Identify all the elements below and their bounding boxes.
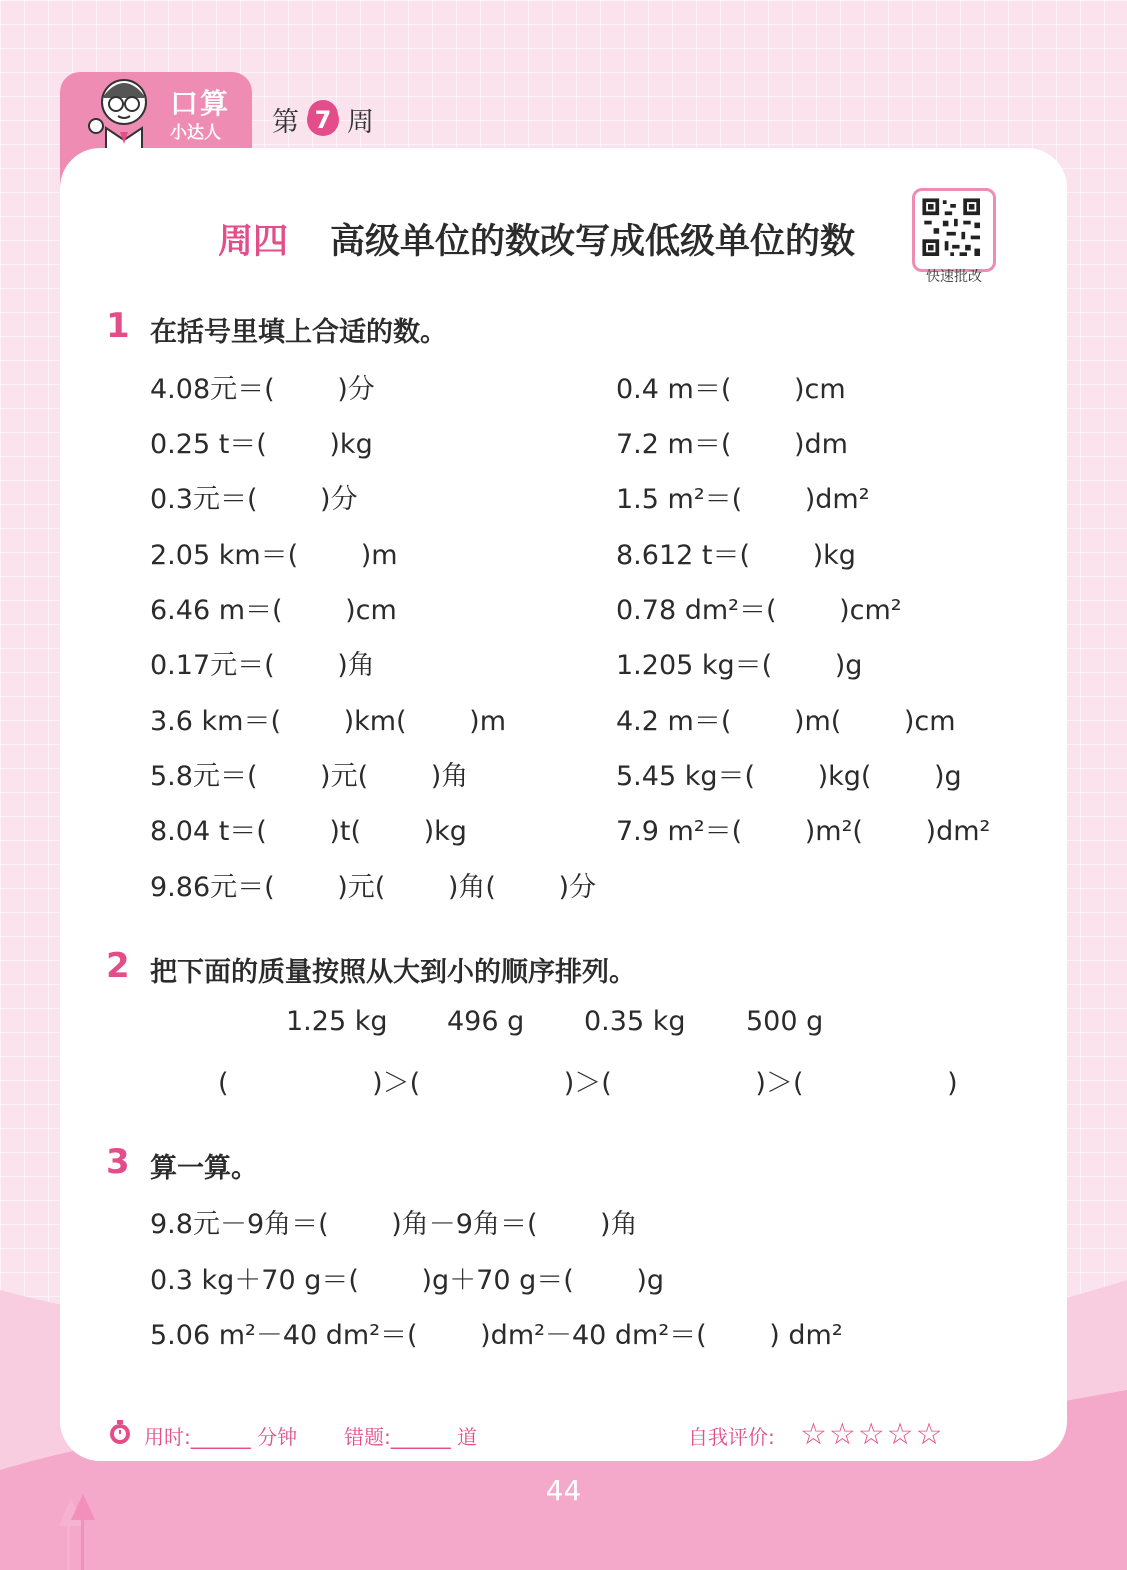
brand-subtitle: 小达人: [170, 123, 221, 143]
question-right-1[interactable]: 0.4 m＝( )cm: [616, 374, 846, 405]
wrong-count-field[interactable]: 错题:______ 道: [344, 1425, 478, 1449]
section-2-title: 把下面的质量按照从大到小的顺序排列。: [150, 957, 636, 988]
question-right-5[interactable]: 0.78 dm²＝( )cm²: [616, 595, 902, 626]
question-right-6[interactable]: 1.205 kg＝( )g: [616, 650, 863, 681]
order-answer-line[interactable]: ( )＞( )＞( )＞( ): [218, 1068, 958, 1099]
time-used-field[interactable]: 用时:______ 分钟: [144, 1425, 298, 1449]
week-indicator: [272, 100, 374, 139]
section-3-number: 3: [106, 1142, 130, 1182]
qr-code-icon[interactable]: [912, 188, 996, 272]
question-left-10[interactable]: 9.86元＝( )元( )角( )分: [150, 872, 597, 903]
question-left-1[interactable]: 4.08元＝( )分: [150, 374, 375, 405]
question-left-7[interactable]: 3.6 km＝( )km( )m: [150, 706, 506, 737]
question-right-8[interactable]: 5.45 kg＝( )kg( )g: [616, 761, 962, 792]
weight-item: 500 g: [746, 1006, 824, 1037]
page-title: 高级单位的数改写成低级单位的数: [330, 222, 856, 262]
question-right-7[interactable]: 4.2 m＝( )m( )cm: [616, 706, 956, 737]
question-right-2[interactable]: 7.2 m＝( )dm: [616, 429, 848, 460]
week-prefix: 第: [272, 107, 299, 138]
question-right-9[interactable]: 7.9 m²＝( )m²( )dm²: [616, 816, 991, 847]
week-suffix: 周: [347, 107, 374, 138]
week-number: 7: [307, 104, 339, 136]
qr-label: 快速批改: [926, 269, 982, 285]
self-rating-label: 自我评价:: [688, 1425, 775, 1449]
brand-title: 口算: [170, 87, 231, 120]
weight-item: 1.25 kg: [286, 1006, 388, 1037]
stopwatch-icon: [106, 1418, 134, 1446]
weight-item: 496 g: [447, 1006, 525, 1037]
question-left-4[interactable]: 2.05 km＝( )m: [150, 540, 398, 571]
arrow-decoration-icon: [55, 1490, 97, 1570]
calc-line-3[interactable]: 5.06 m²－40 dm²＝( )dm²－40 dm²＝( ) dm²: [150, 1320, 843, 1351]
mascot-avatar: [84, 72, 164, 152]
question-left-9[interactable]: 8.04 t＝( )t( )kg: [150, 816, 467, 847]
question-left-5[interactable]: 6.46 m＝( )cm: [150, 595, 397, 626]
calc-line-2[interactable]: 0.3 kg＋70 g＝( )g＋70 g＝( )g: [150, 1265, 665, 1296]
calc-line-1[interactable]: 9.8元－9角＝( )角－9角＝( )角: [150, 1209, 638, 1240]
question-left-8[interactable]: 5.8元＝( )元( )角: [150, 761, 469, 792]
section-1-number: 1: [106, 306, 130, 346]
weight-item: 0.35 kg: [584, 1006, 686, 1037]
question-right-4[interactable]: 8.612 t＝( )kg: [616, 540, 856, 571]
section-1-title: 在括号里填上合适的数。: [150, 317, 447, 348]
question-left-6[interactable]: 0.17元＝( )角: [150, 650, 375, 681]
page-number: 44: [545, 1474, 582, 1507]
section-2-number: 2: [106, 946, 130, 986]
question-left-3[interactable]: 0.3元＝( )分: [150, 484, 358, 515]
section-3-title: 算一算。: [150, 1153, 258, 1184]
question-left-2[interactable]: 0.25 t＝( )kg: [150, 429, 373, 460]
rating-stars[interactable]: ☆☆☆☆☆: [800, 1417, 945, 1452]
day-label: 周四: [218, 222, 289, 262]
question-right-3[interactable]: 1.5 m²＝( )dm²: [616, 484, 870, 515]
